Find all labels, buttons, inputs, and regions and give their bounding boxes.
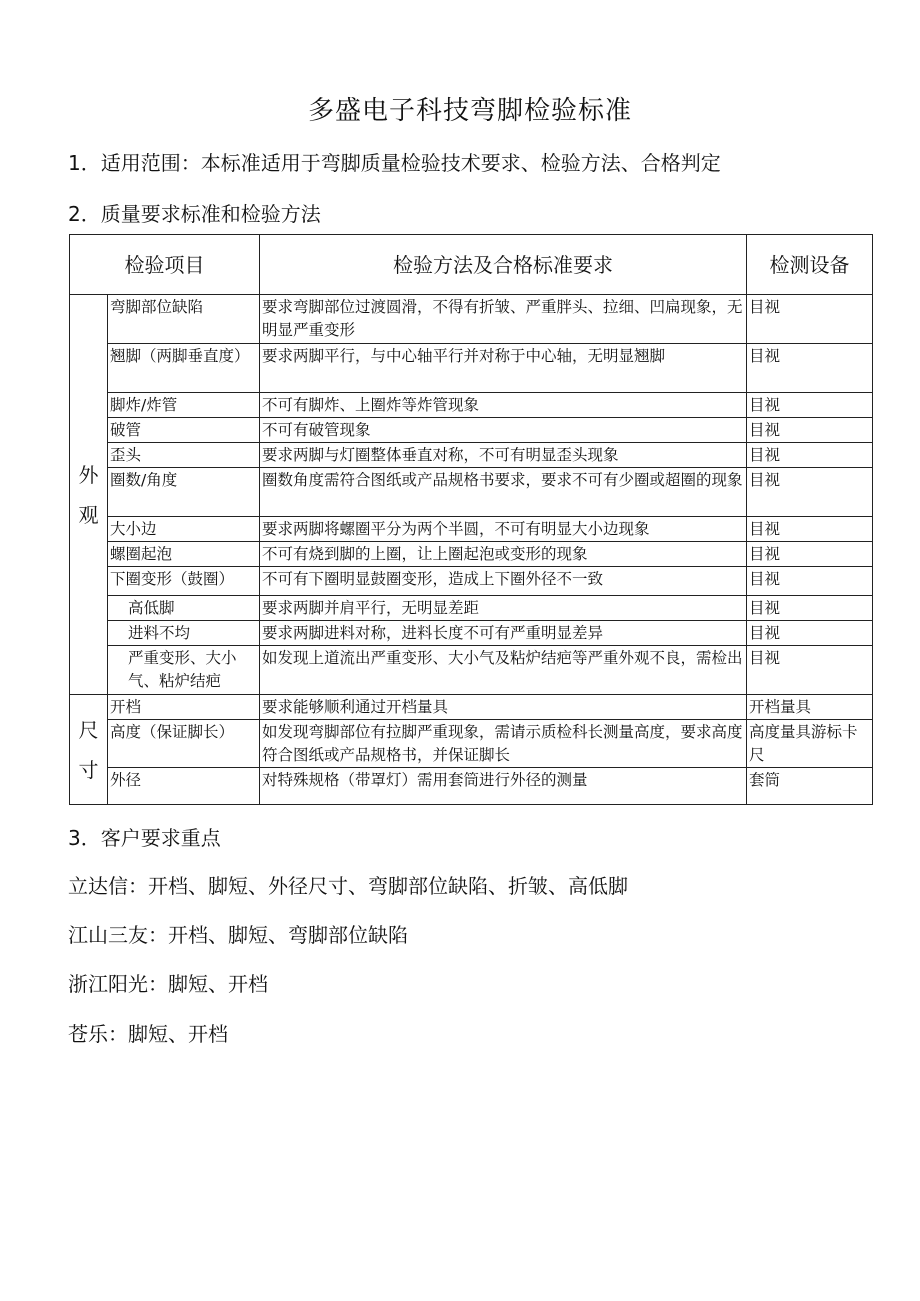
item-cell: 外径 <box>108 768 260 805</box>
table-row <box>70 542 873 567</box>
equipment-cell: 目视 <box>747 567 873 596</box>
method-cell: 要求两脚将螺圈平分为两个半圆，不可有明显大小边现象 <box>260 517 747 542</box>
header-equipment: 检测设备 <box>747 235 873 295</box>
section-1-scope: 1．适用范围：本标准适用于弯脚质量检验技术要求、检验方法、合格判定 <box>68 151 721 175</box>
item-cell: 圈数/角度 <box>108 468 260 517</box>
method-cell: 要求两脚与灯圈整体垂直对称，不可有明显歪头现象 <box>260 443 747 468</box>
customer-line: 苍乐：脚短、开档 <box>68 1022 228 1046</box>
table-row <box>70 567 873 596</box>
equipment-cell: 目视 <box>747 621 873 646</box>
table-row <box>70 695 873 720</box>
table-row <box>70 720 873 768</box>
equipment-cell: 目视 <box>747 542 873 567</box>
equipment-cell: 套筒 <box>747 768 873 805</box>
inspection-table <box>69 234 873 805</box>
item-cell: 进料不均 <box>108 621 260 646</box>
equipment-cell: 目视 <box>747 295 873 344</box>
table-row <box>70 468 873 517</box>
table-row <box>70 646 873 695</box>
group-dimension <box>70 695 108 805</box>
item-cell: 开档 <box>108 695 260 720</box>
table-row <box>70 517 873 542</box>
section-3-heading: 3．客户要求重点 <box>68 826 221 850</box>
equipment-cell: 开档量具 <box>747 695 873 720</box>
item-cell: 下圈变形（鼓圈） <box>108 567 260 596</box>
item-cell: 弯脚部位缺陷 <box>108 295 260 344</box>
customer-line: 江山三友：开档、脚短、弯脚部位缺陷 <box>68 923 408 947</box>
group-dimension-char: 尺 <box>78 717 99 742</box>
item-cell: 高低脚 <box>108 596 260 621</box>
equipment-cell: 目视 <box>747 596 873 621</box>
method-cell: 如发现弯脚部位有拉脚严重现象，需请示质检科长测量高度，要求高度符合图纸或产品规格书，并保证脚长 <box>260 720 747 768</box>
table-row <box>70 596 873 621</box>
item-cell: 歪头 <box>108 443 260 468</box>
equipment-cell: 目视 <box>747 517 873 542</box>
item-cell: 翘脚（两脚垂直度） <box>108 344 260 393</box>
customer-line: 立达信：开档、脚短、外径尺寸、弯脚部位缺陷、折皱、高低脚 <box>68 874 628 898</box>
method-cell: 要求两脚进料对称，进料长度不可有严重明显差异 <box>260 621 747 646</box>
group-appearance-char: 观 <box>78 502 99 527</box>
method-cell: 不可有破管现象 <box>260 418 747 443</box>
equipment-cell: 目视 <box>747 646 873 695</box>
method-cell: 圈数角度需符合图纸或产品规格书要求，要求不可有少圈或超圈的现象 <box>260 468 747 517</box>
equipment-cell: 目视 <box>747 393 873 418</box>
table-header-row <box>70 235 873 295</box>
table-row <box>70 344 873 393</box>
equipment-cell: 高度量具游标卡尺 <box>747 720 873 768</box>
item-cell: 脚炸/炸管 <box>108 393 260 418</box>
table-row <box>70 768 873 805</box>
table-row <box>70 443 873 468</box>
page-title: 多盛电子科技弯脚检验标准 <box>307 96 632 126</box>
method-cell: 如发现上道流出严重变形、大小气及粘炉结疤等严重外观不良，需检出 <box>260 646 747 695</box>
equipment-cell: 目视 <box>747 468 873 517</box>
group-appearance-char: 外 <box>78 462 99 487</box>
customer-line: 浙江阳光：脚短、开档 <box>68 972 268 996</box>
item-cell: 螺圈起泡 <box>108 542 260 567</box>
group-appearance <box>70 295 108 695</box>
method-cell: 要求能够顺利通过开档量具 <box>260 695 747 720</box>
table-row <box>70 295 873 344</box>
table-row <box>70 393 873 418</box>
table-row <box>70 418 873 443</box>
method-cell: 不可有脚炸、上圈炸等炸管现象 <box>260 393 747 418</box>
item-cell: 高度（保证脚长） <box>108 720 260 768</box>
method-cell: 要求弯脚部位过渡圆滑，不得有折皱、严重胖头、拉细、凹扁现象，无明显严重变形 <box>260 295 747 344</box>
equipment-cell: 目视 <box>747 443 873 468</box>
section-2-heading: 2．质量要求标准和检验方法 <box>68 202 321 226</box>
method-cell: 不可有下圈明显鼓圈变形，造成上下圈外径不一致 <box>260 567 747 596</box>
method-cell: 对特殊规格（带罩灯）需用套筒进行外径的测量 <box>260 768 747 805</box>
method-cell: 要求两脚平行，与中心轴平行并对称于中心轴，无明显翘脚 <box>260 344 747 393</box>
group-dimension-char: 寸 <box>78 757 99 782</box>
method-cell: 要求两脚并肩平行，无明显差距 <box>260 596 747 621</box>
header-method: 检验方法及合格标准要求 <box>260 235 747 295</box>
item-cell: 破管 <box>108 418 260 443</box>
item-cell: 严重变形、大小气、粘炉结疤 <box>108 646 260 695</box>
header-item: 检验项目 <box>70 235 260 295</box>
equipment-cell: 目视 <box>747 418 873 443</box>
table-row <box>70 621 873 646</box>
method-cell: 不可有烧到脚的上圈，让上圈起泡或变形的现象 <box>260 542 747 567</box>
equipment-cell: 目视 <box>747 344 873 393</box>
item-cell: 大小边 <box>108 517 260 542</box>
